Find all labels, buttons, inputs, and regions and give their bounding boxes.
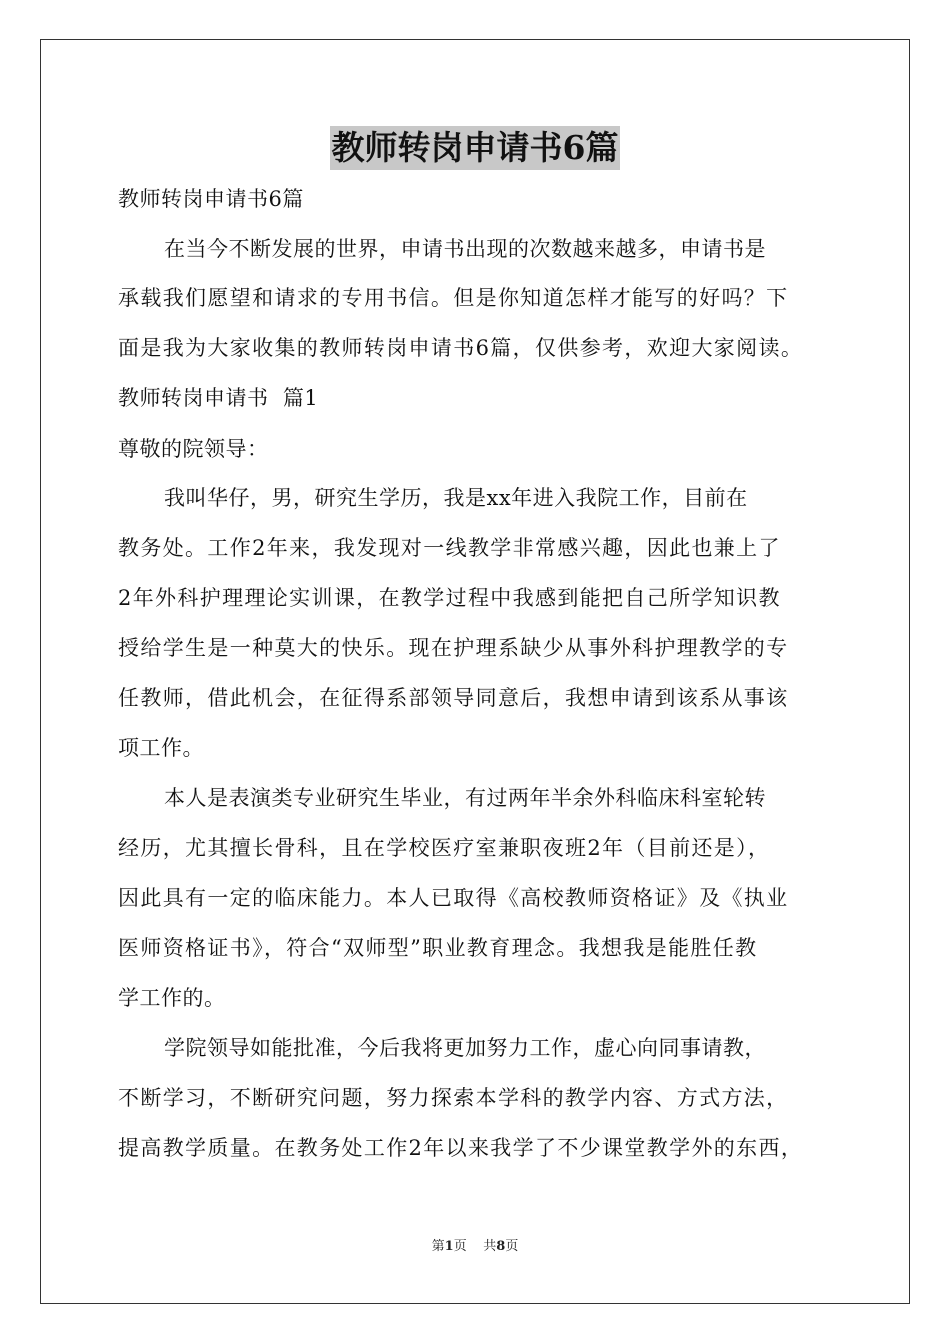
text-line: 本人是表演类专业研究生毕业，有过两年半余外科临床科室轮转: [164, 786, 766, 810]
text-line: 2年外科护理理论实训课，在教学过程中我感到能把自己所学知识教: [118, 586, 781, 610]
text-line: 因此具有一定的临床能力。本人已取得《高校教师资格证》及《执业: [118, 886, 789, 910]
document-title-wrap: [0, 126, 950, 170]
text-line: 我叫华仔，男，研究生学历，我是xx年进入我院工作，目前在: [164, 486, 748, 510]
text-line: 面是我为大家收集的教师转岗申请书6篇，仅供参考，欢迎大家阅读。: [118, 336, 804, 360]
text-line: 学院领导如能批准，今后我将更加努力工作，虚心向同事请教，: [164, 1036, 766, 1060]
total-prefix: 共: [483, 1239, 497, 1254]
text-line: 承载我们愿望和请求的专用书信。但是你知道怎样才能写的好吗？下: [118, 286, 789, 310]
text-line: 在当今不断发展的世界，申请书出现的次数越来越多，申请书是: [164, 237, 766, 261]
text-line: 项工作。: [118, 736, 204, 760]
page-prefix: 第: [431, 1239, 445, 1254]
page-footer: [0, 1238, 950, 1256]
document-title: 教师转岗申请书6篇: [330, 126, 621, 170]
text-line: 医师资格证书》，符合“双师型”职业教育理念。我想我是能胜任教: [118, 936, 758, 960]
salutation: 尊敬的院领导：: [118, 437, 269, 461]
section-heading: 教师转岗申请书 篇1: [118, 386, 319, 410]
total-pages: 8: [496, 1239, 506, 1254]
text-line: 授给学生是一种莫大的快乐。现在护理系缺少从事外科护理教学的专: [118, 636, 789, 660]
page-number: 1: [444, 1239, 454, 1254]
text-line: 学工作的。: [118, 986, 226, 1010]
text-line: 教师转岗申请书6篇: [118, 187, 304, 211]
text-line: 不断学习，不断研究问题，努力探索本学科的教学内容、方式方法，: [118, 1086, 789, 1110]
text-line: 经历，尤其擅长骨科，且在学校医疗室兼职夜班2年（目前还是），: [118, 836, 771, 860]
text-line: 任教师，借此机会，在征得系部领导同意后，我想申请到该系从事该: [118, 686, 789, 710]
page-border: [40, 39, 910, 1304]
text-line: 教务处。工作2年来，我发现对一线教学非常感兴趣，因此也兼上了: [118, 536, 781, 560]
total-suffix: 页: [505, 1239, 519, 1254]
text-line: 提高教学质量。在教务处工作2年以来我学了不少课堂教学外的东西，: [118, 1136, 804, 1160]
page-suffix: 页: [453, 1239, 467, 1254]
